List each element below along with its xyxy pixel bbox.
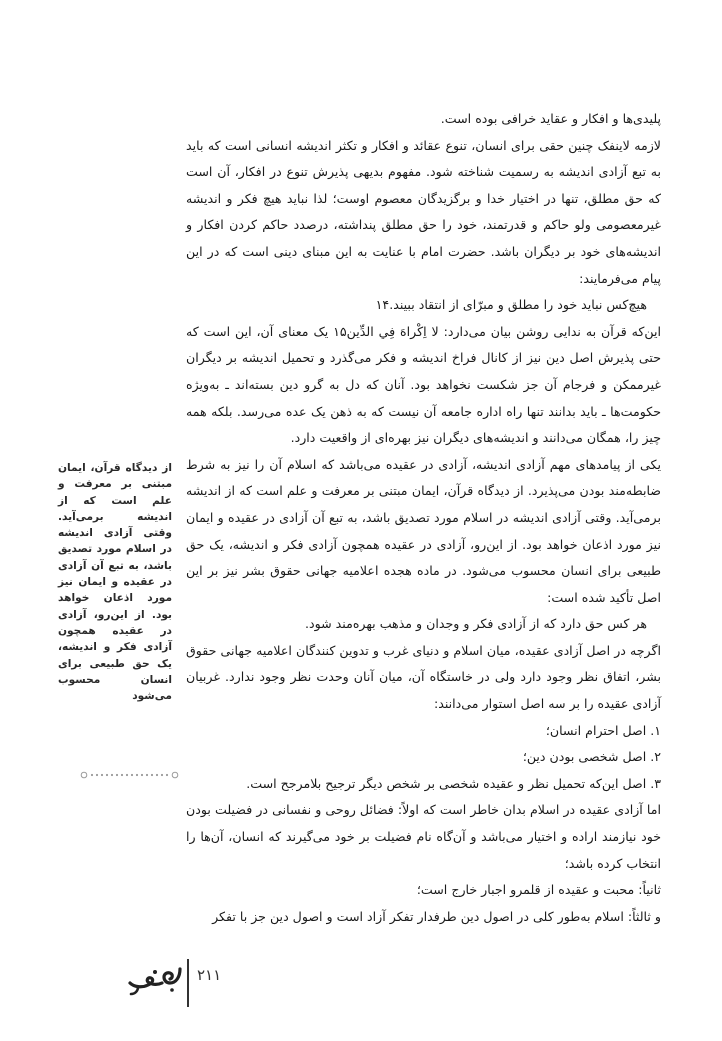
list-item: ۳. اصل این‌که تحمیل نظر و عقیده شخصی بر شخص دیگر ترجیح بلامرجح است. [246, 775, 661, 791]
list-item: ۱. اصل احترام انسان؛ [545, 722, 661, 738]
paragraph: یکی از پیامدهای مهم آزادی اندیشه، آزادی در عقیده می‌باشد که اسلام آن را نیز به شرط ضابطه‌مند بودن می‌پذیرد. از دیدگاه قرآن، ایمان مبتنی بر معرفت و علم است که از اندیشه برمی‌آید. وقتی آزادی اندیشه در اسلام مورد تصدیق باشد، به تبع آن آزادی در عقیده و ایمان نیز مورد اذعان خواهد بود. از این‌رو، آزادی در عقیده همچون آزادی فکر و اندیشه، یک حق طبیعی برای انسان محسوب می‌شود. در ماده هجده اعلامیه جهانی حقوق بشر نیز بر این اصل تأکید شده است: [186, 456, 661, 605]
paragraph: این‌که قرآن به ندایی روشن بیان می‌دارد: لا اِكْراهَ فِي الدِّين۱۵ یک معنای آن، این است که حتی پذیرش اصل دین نیز از کانال فراخ اندیشه و فکر می‌گذرد و تحمیل اندیشه بر دیگران غیرممکن و فرجام آن جز شکست نخواهد بود. آنان که دل به گرو دین بسته‌اند ـ به‌ویژه حکومت‌ها ـ باید بدانند تنها راه اداره جامعه آن نیست که به ذهن یک عده می‌رسد. بلکه همه چیز را، همگان می‌دانند و اندیشه‌های دیگران نیز بهره‌ای از واقعیت دارد. [186, 323, 661, 446]
paragraph: لازمه لاینفک چنین حقی برای انسان، تنوع عقائد و افکار و تکثر اندیشه انسانی است که باید به تبع آزادی اندیشه به رسمیت شناخته شود. مفهوم بدیهی پذیرش تنوع در افکار، آن است که حق مطلق، تنها در اختیار خدا و برگزیدگان معصوم اوست؛ لذا نباید هیچ فکر و اندیشه غیرمعصومی ولو حاکم و قدرتمند، خود را حق مطلق پنداشته، درصدد حاکم کردن افکار و اندیشه‌های خود بر دیگران باشد. حضرت امام با عنایت به این مبنای دینی است که در این پیام می‌فرمایند: [186, 137, 661, 286]
paragraph: اگرچه در اصل آزادی عقیده، میان اسلام و دنیای غرب و تدوین کنندگان اعلامیه جهانی حقوق بشر، اتفاق نظر وجود دارد ولی در خاستگاه آن، میان آنان وحدت نظر وجود ندارد. غربیان آزادی عقیده را بر سه اصل استوار می‌دانند: [186, 642, 661, 712]
paragraph: پلیدی‌ها و افکار و عقاید خرافی بوده است. [440, 111, 661, 126]
page-number: ۲۱۱ [197, 966, 222, 984]
list-item: ۲. اصل شخصی بودن دین؛ [522, 749, 661, 765]
journal-logo [126, 963, 184, 997]
quote-paragraph: هیچ‌کس نباید خود را مطلق و مبرّای از انتقاد ببیند.۱۴ [375, 297, 647, 313]
paragraph: اما آزادی عقیده در اسلام بدان خاطر است که اولاً: فضائل روحی و نفسانی در فضیلت بودن خود نیازمند اراده و اختیار می‌باشد و آن‌گاه نام فضیلت بر خود می‌گیرند که انسان، آن‌ها را انتخاب کرده باشد؛ [186, 802, 661, 871]
main-text-column [186, 106, 661, 930]
footer-divider [187, 959, 189, 1007]
paragraph: ثانیاً: محبت و عقیده از قلمرو اجبار خارج است؛ [416, 882, 661, 898]
pull-quote: از دیدگاه قرآن، ایمان مبتنی بر معرفت و علم است که از اندیشه برمی‌آید. وقتی آزادی اندیشه در اسلام مورد تصدیق باشد، به تبع آن آزادی در عقیده و ایمان نیز مورد اذعان خواهد بود. از این‌رو، آزادی در عقیده همچون آزادی فکر و اندیشه، یک حق طبیعی برای انسان محسوب می‌شود [58, 462, 172, 703]
dotted-divider [80, 771, 180, 779]
quote-paragraph: هر کس حق دارد که از آزادی فکر و وجدان و مذهب بهره‌مند شود. [305, 616, 647, 632]
paragraph: و ثالثاً: اسلام به‌طور کلی در اصول دین طرفدار تفکر آزاد است و اصول دین جز با تفکر [212, 908, 661, 924]
